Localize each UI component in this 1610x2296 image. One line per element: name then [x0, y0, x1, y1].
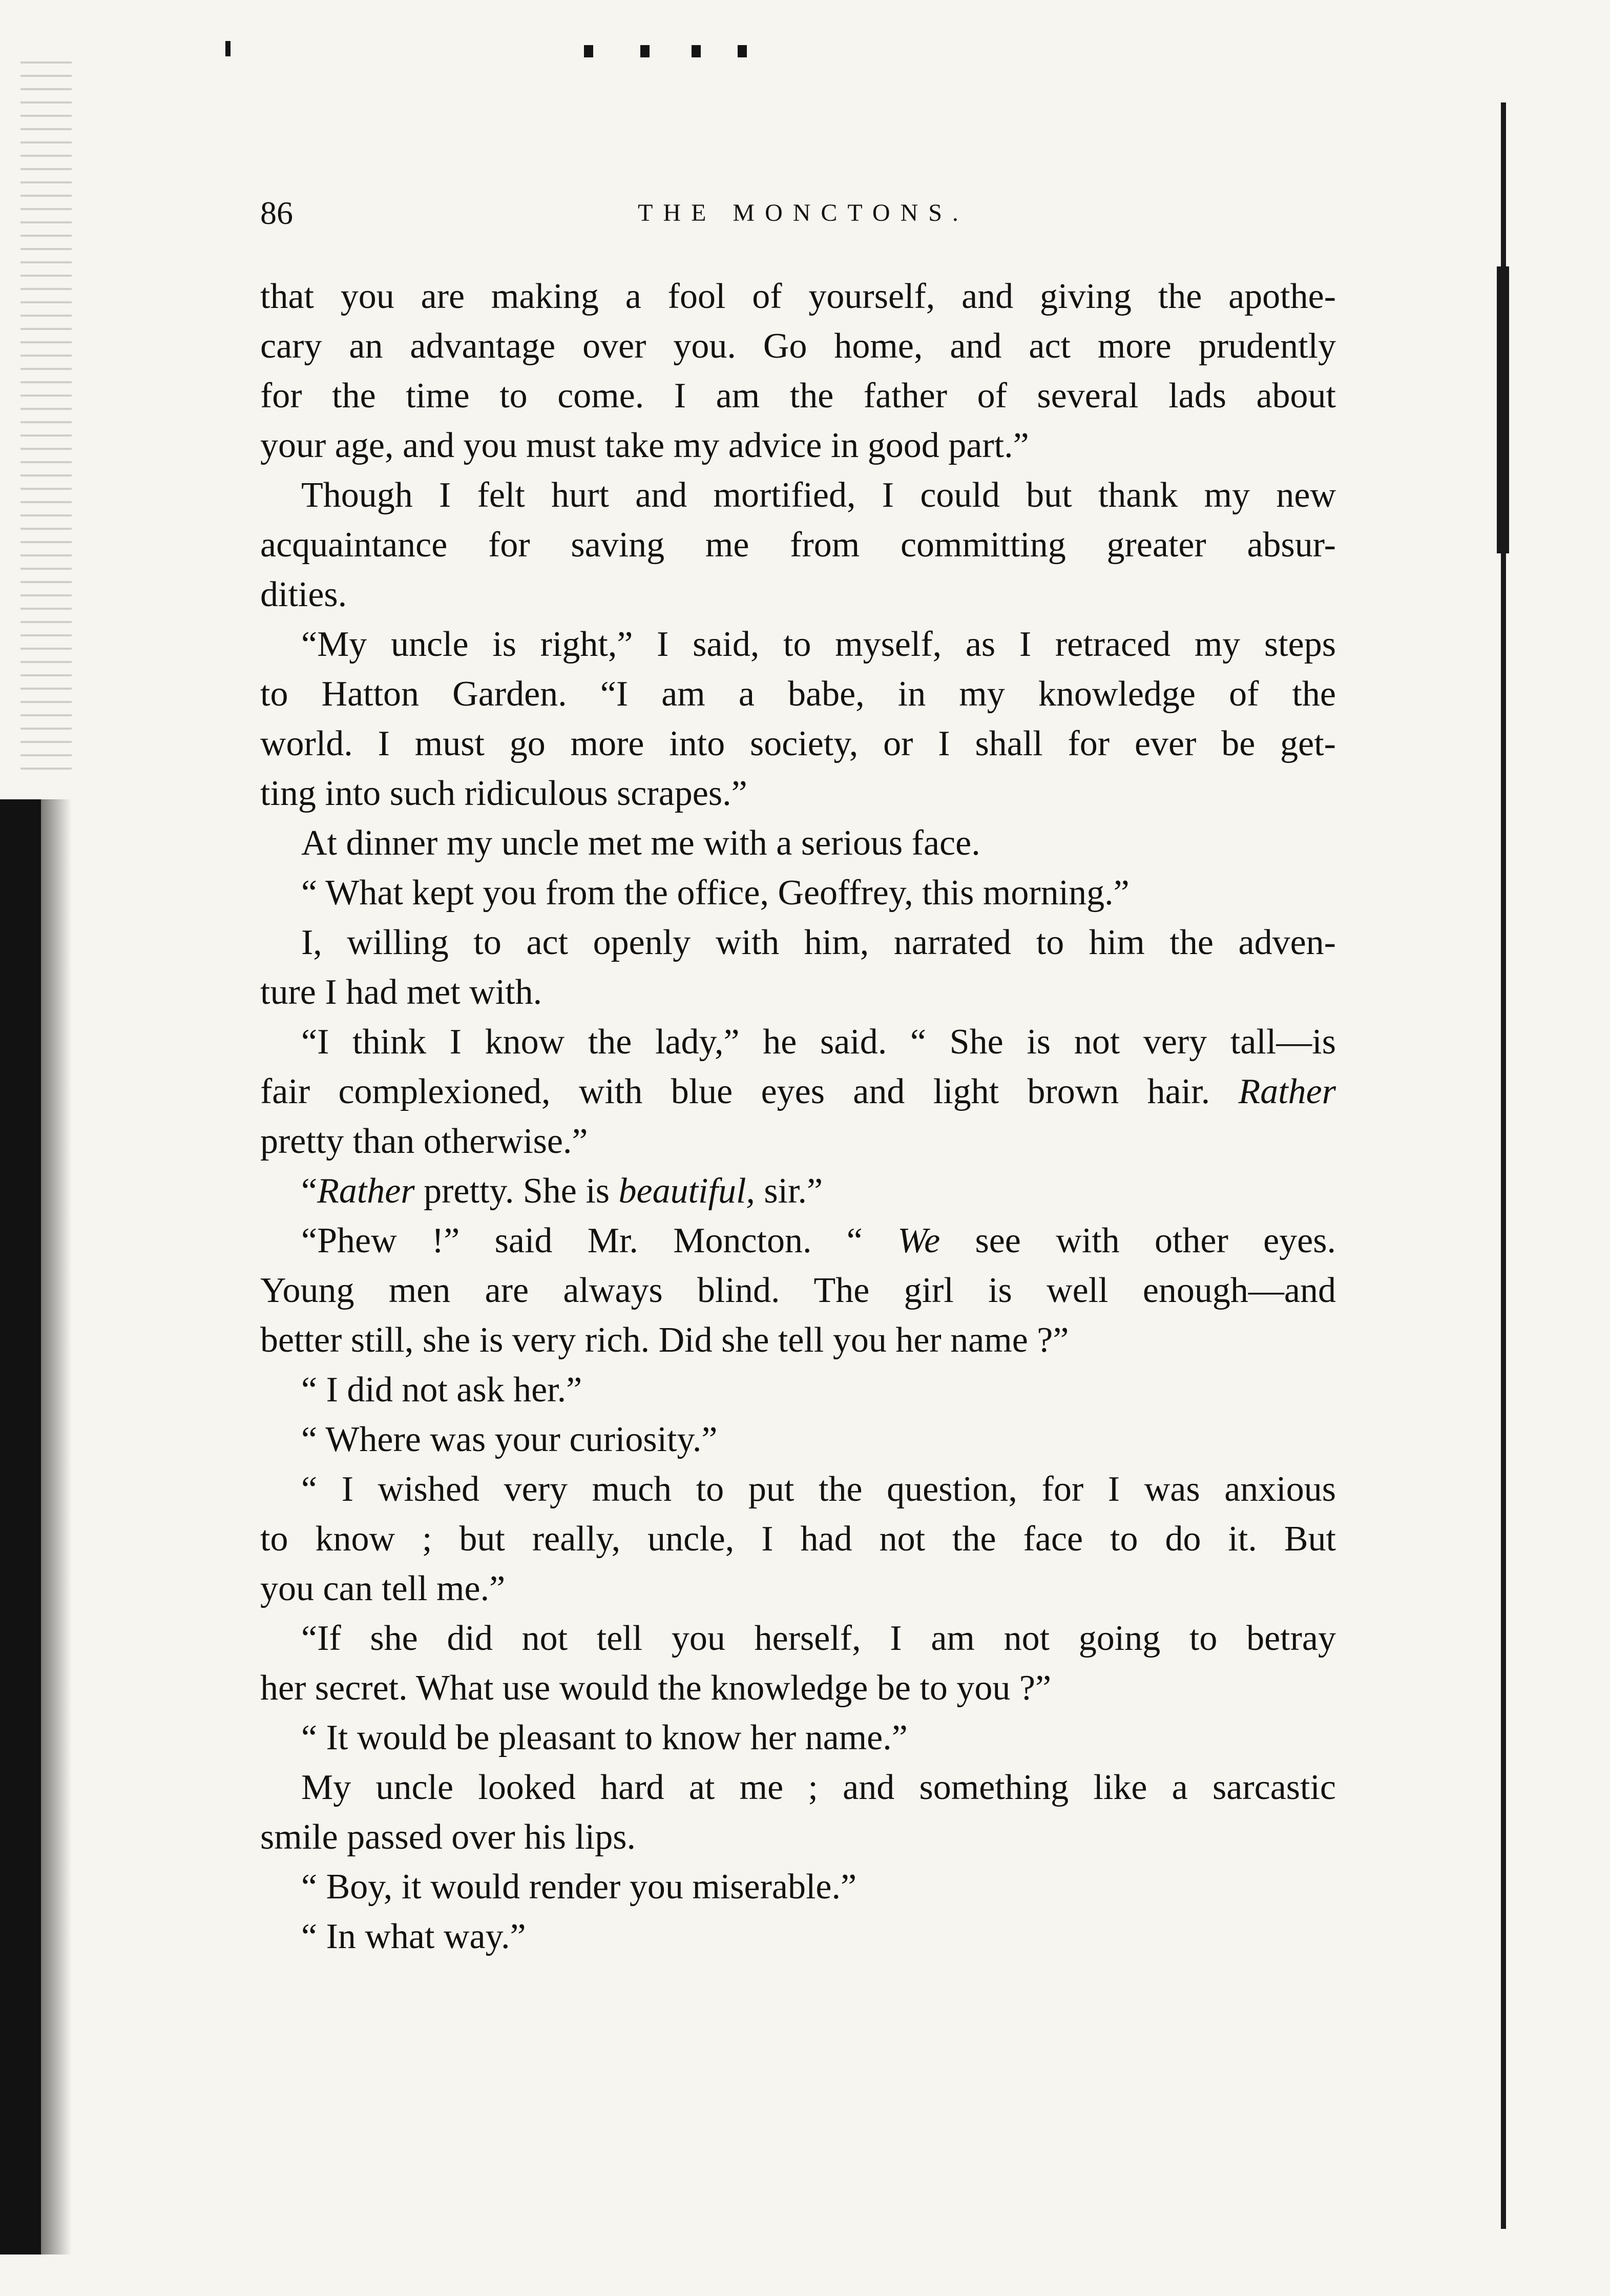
- text-line: [260, 868, 1336, 918]
- line-text: “ What kept you from the office, Geoffrey, this morning.”: [301, 873, 1130, 913]
- line-text: “My uncle is right,” I said, to myself, as I retraced my steps: [301, 625, 1336, 664]
- text-line: [260, 421, 1336, 470]
- line-text: world. I must go more into society, or I shall for ever be get-: [260, 724, 1336, 763]
- line-text: “: [301, 1171, 318, 1211]
- line-text: My uncle looked hard at me ; and something like a sarcastic: [301, 1768, 1336, 1807]
- line-text: pretty. She is: [414, 1171, 619, 1211]
- line-text: dities.: [260, 575, 347, 614]
- line-text: I, willing to act openly with him, narrated to him the adven-: [301, 923, 1336, 962]
- line-text: “If she did not tell you herself, I am not going to betray: [301, 1619, 1336, 1658]
- text-line: [260, 520, 1336, 570]
- line-text: smile passed over his lips.: [260, 1817, 636, 1857]
- page-header: [260, 193, 1264, 234]
- line-text: acquaintance for saving me from committing greater absur-: [260, 525, 1336, 565]
- body-text: [260, 272, 1336, 1961]
- scan-top-tick: [225, 41, 231, 56]
- text-line: [260, 818, 1336, 868]
- line-text: Young men are always blind. The girl is well enough—and: [260, 1271, 1336, 1310]
- text-line: [260, 1713, 1336, 1763]
- line-text: “ In what way.”: [301, 1917, 526, 1956]
- line-text: cary an advantage over you. Go home, and act more prudently: [260, 326, 1336, 366]
- page-number: 86: [260, 195, 293, 231]
- italic-text: beautiful,: [618, 1171, 755, 1211]
- scan-edge-noise: [20, 61, 72, 779]
- line-text: for the time to come. I am the father of several lads about: [260, 376, 1336, 416]
- line-text: see with other eyes.: [940, 1221, 1336, 1260]
- text-line: [260, 1116, 1336, 1166]
- line-text: At dinner my uncle met me with a serious face.: [301, 823, 980, 863]
- scan-binding-shadow: [0, 799, 41, 2254]
- scan-right-edge-thick: [1497, 266, 1509, 553]
- line-text: to Hatton Garden. “I am a babe, in my knowledge of the: [260, 674, 1336, 714]
- line-text: your age, and you must take my advice in good part.”: [260, 426, 1029, 465]
- line-text: “Phew !” said Mr. Moncton. “: [301, 1221, 898, 1260]
- text-line: [260, 570, 1336, 619]
- text-line: [260, 1216, 1336, 1266]
- text-line: [260, 1514, 1336, 1564]
- line-text: ting into such ridiculous scrapes.”: [260, 774, 747, 813]
- line-text: to know ; but really, uncle, I had not the face to do it. But: [260, 1519, 1336, 1559]
- text-line: [260, 321, 1336, 371]
- text-line: [260, 470, 1336, 520]
- text-line: [260, 1315, 1336, 1365]
- line-text: ture I had met with.: [260, 973, 542, 1012]
- line-text: you can tell me.”: [260, 1569, 506, 1608]
- line-text: Though I felt hurt and mortified, I could but thank my new: [301, 475, 1336, 515]
- line-text: “ I did not ask her.”: [301, 1370, 582, 1410]
- line-text: “ I wished very much to put the question, for I was anxious: [301, 1470, 1336, 1509]
- text-line: [260, 1415, 1336, 1464]
- text-line: [260, 1365, 1336, 1415]
- running-title: THE MONCTONS.: [638, 199, 969, 226]
- scan-top-marks: [584, 45, 789, 60]
- text-line: [260, 1812, 1336, 1862]
- text-line: [260, 1763, 1336, 1812]
- italic-text: Rather: [317, 1171, 415, 1211]
- text-line: [260, 719, 1336, 769]
- line-text: “ Where was your curiosity.”: [301, 1420, 718, 1459]
- text-line: [260, 1862, 1336, 1912]
- text-line: [260, 1067, 1336, 1116]
- text-line: [260, 371, 1336, 421]
- text-line: [260, 1464, 1336, 1514]
- text-line: [260, 918, 1336, 967]
- text-line: [260, 1564, 1336, 1614]
- line-text: “ It would be pleasant to know her name.”: [301, 1718, 908, 1757]
- text-line: [260, 1912, 1336, 1961]
- line-text: that you are making a fool of yourself, and giving the apothe-: [260, 277, 1336, 316]
- line-text: “I think I know the lady,” he said. “ She is not very tall—is: [301, 1022, 1336, 1062]
- text-line: [260, 1266, 1336, 1315]
- italic-text: Rather: [1210, 1072, 1336, 1111]
- text-line: [260, 619, 1336, 669]
- line-text: pretty than otherwise.”: [260, 1122, 588, 1161]
- text-line: [260, 967, 1336, 1017]
- italic-text: We: [897, 1221, 940, 1260]
- text-line: [260, 669, 1336, 719]
- line-text: sir.”: [755, 1171, 823, 1211]
- text-line: [260, 1614, 1336, 1663]
- line-text: “ Boy, it would render you miserable.”: [301, 1867, 857, 1907]
- text-line: [260, 272, 1336, 321]
- text-line: [260, 1017, 1336, 1067]
- line-text: fair complexioned, with blue eyes and light brown hair.: [260, 1072, 1210, 1111]
- text-line: [260, 1166, 1336, 1216]
- scan-binding-shadow-fade: [41, 799, 72, 2254]
- text-line: [260, 769, 1336, 818]
- text-line: [260, 1663, 1336, 1713]
- line-text: her secret. What use would the knowledge be to you ?”: [260, 1668, 1052, 1708]
- line-text: better still, she is very rich. Did she tell you her name ?”: [260, 1320, 1069, 1360]
